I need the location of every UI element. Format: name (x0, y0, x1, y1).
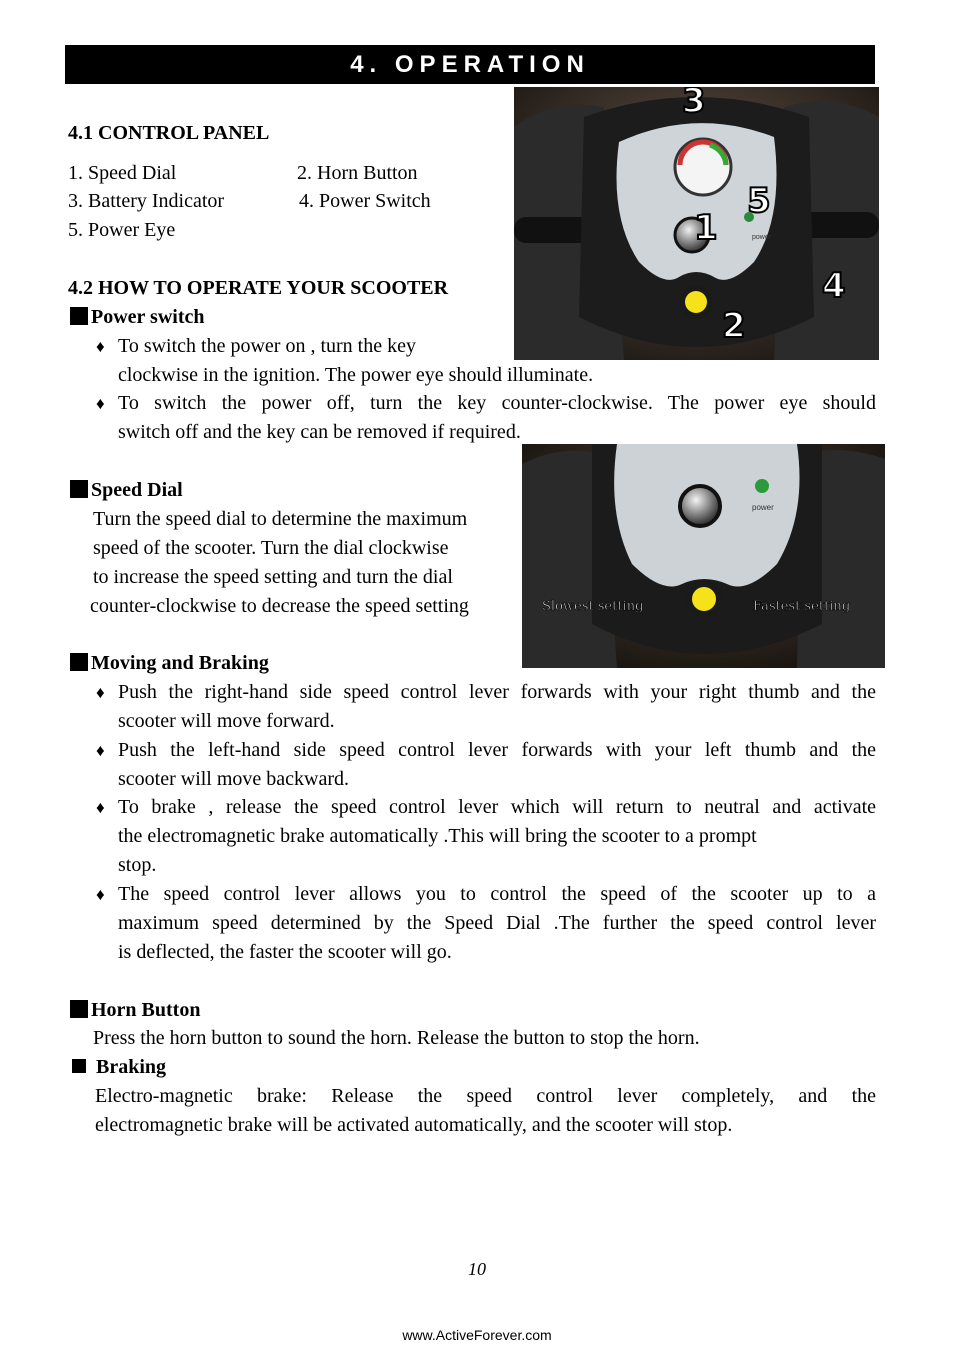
power-switch-title: Power switch (70, 303, 205, 332)
control-item-horn-button: 2. Horn Button (297, 162, 418, 184)
callout-4: 4 (822, 266, 846, 306)
square-bullet (70, 480, 88, 498)
control-item-power-eye: 5. Power Eye (68, 219, 176, 241)
power-switch-bullet-2: ♦ To switch the power off, turn the key counter-clockwise. The power eye should (96, 389, 876, 418)
power-switch-bullet-2-cont: switch off and the key can be removed if required. (118, 421, 521, 443)
moving-bullet-3-cont: the electromagnetic brake automatically .This will bring the scooter to a prompt (118, 825, 757, 847)
section-title: 4. OPERATION (350, 50, 590, 78)
braking-line-2: electromagnetic brake will be activated automatically, and the scooter will stop. (95, 1114, 733, 1136)
square-bullet (70, 307, 88, 325)
moving-bullet-1: ♦ Push the right-hand side speed control lever forwards with your right thumb and the (96, 678, 876, 707)
moving-bullet-4: ♦ The speed control lever allows you to control the speed of the scooter up to a (96, 880, 876, 909)
diamond-bullet-icon: ♦ (96, 394, 105, 413)
section-header (65, 45, 875, 84)
moving-bullet-1-cont: scooter will move forward. (118, 710, 335, 732)
horn-button-title: Horn Button (70, 996, 200, 1025)
moving-bullet-4-cont-2: is deflected, the faster the scooter will go. (118, 941, 452, 963)
moving-bullet-3-cont-2: stop. (118, 854, 157, 876)
callout-2: 2 (722, 306, 746, 346)
moving-bullet-4-cont: maximum speed determined by the Speed Dial .The further the speed control lever (118, 912, 876, 934)
control-item-power-switch: 4. Power Switch (299, 190, 431, 212)
speed-dial-line-1: Turn the speed dial to determine the maximum (93, 508, 468, 530)
control-panel-heading: 4.1 CONTROL PANEL (68, 122, 270, 144)
power-switch-bullet-1-cont: clockwise in the ignition. The power eye should illuminate. (118, 364, 594, 386)
diamond-bullet-icon: ♦ (96, 885, 105, 904)
speed-dial-line-3: to increase the speed setting and turn the dial (93, 566, 453, 588)
diamond-bullet-icon: ♦ (96, 683, 105, 702)
control-panel-photo (514, 87, 879, 360)
diamond-bullet-icon: ♦ (96, 798, 105, 817)
operate-heading: 4.2 HOW TO OPERATE YOUR SCOOTER (68, 277, 449, 299)
braking-title: Braking (72, 1053, 166, 1082)
fastest-setting-label: Fastest setting (753, 599, 851, 614)
moving-bullet-2: ♦ Push the left-hand side speed control lever forwards with your left thumb and the (96, 736, 876, 765)
diamond-bullet-icon: ♦ (96, 741, 105, 760)
control-item-battery-indicator: 3. Battery Indicator (68, 190, 225, 212)
speed-dial-title: Speed Dial (70, 476, 183, 505)
callout-3: 3 (682, 87, 706, 121)
square-bullet (72, 1059, 86, 1073)
power-switch-bullet-1: ♦ To switch the power on , turn the key (96, 332, 416, 361)
speed-dial-photo (522, 444, 885, 668)
callout-5: 5 (747, 181, 771, 221)
moving-bullet-2-cont: scooter will move backward. (118, 768, 350, 790)
diamond-bullet-icon: ♦ (96, 337, 105, 356)
power-label: power (752, 234, 772, 241)
page-number: 10 (468, 1259, 486, 1279)
speed-dial-line-2: speed of the scooter. Turn the dial clockwise (93, 537, 449, 559)
callout-1: 1 (694, 208, 718, 248)
slowest-setting-label: Slowest setting (542, 599, 644, 614)
square-bullet (70, 1000, 88, 1018)
power-label: power (752, 503, 774, 512)
speed-dial-line-4: counter-clockwise to decrease the speed setting (90, 595, 469, 617)
moving-bullet-3: ♦ To brake , release the speed control lever which will return to neutral and activate (96, 793, 876, 822)
horn-button-text: Press the horn button to sound the horn. Release the button to stop the horn. (93, 1027, 700, 1049)
control-item-speed-dial: 1. Speed Dial (68, 162, 177, 184)
square-bullet (70, 653, 88, 671)
moving-braking-title: Moving and Braking (70, 649, 269, 678)
footer-url: www.ActiveForever.com (402, 1327, 552, 1343)
braking-line-1: Electro-magnetic brake: Release the speed control lever completely, and the (95, 1085, 876, 1107)
